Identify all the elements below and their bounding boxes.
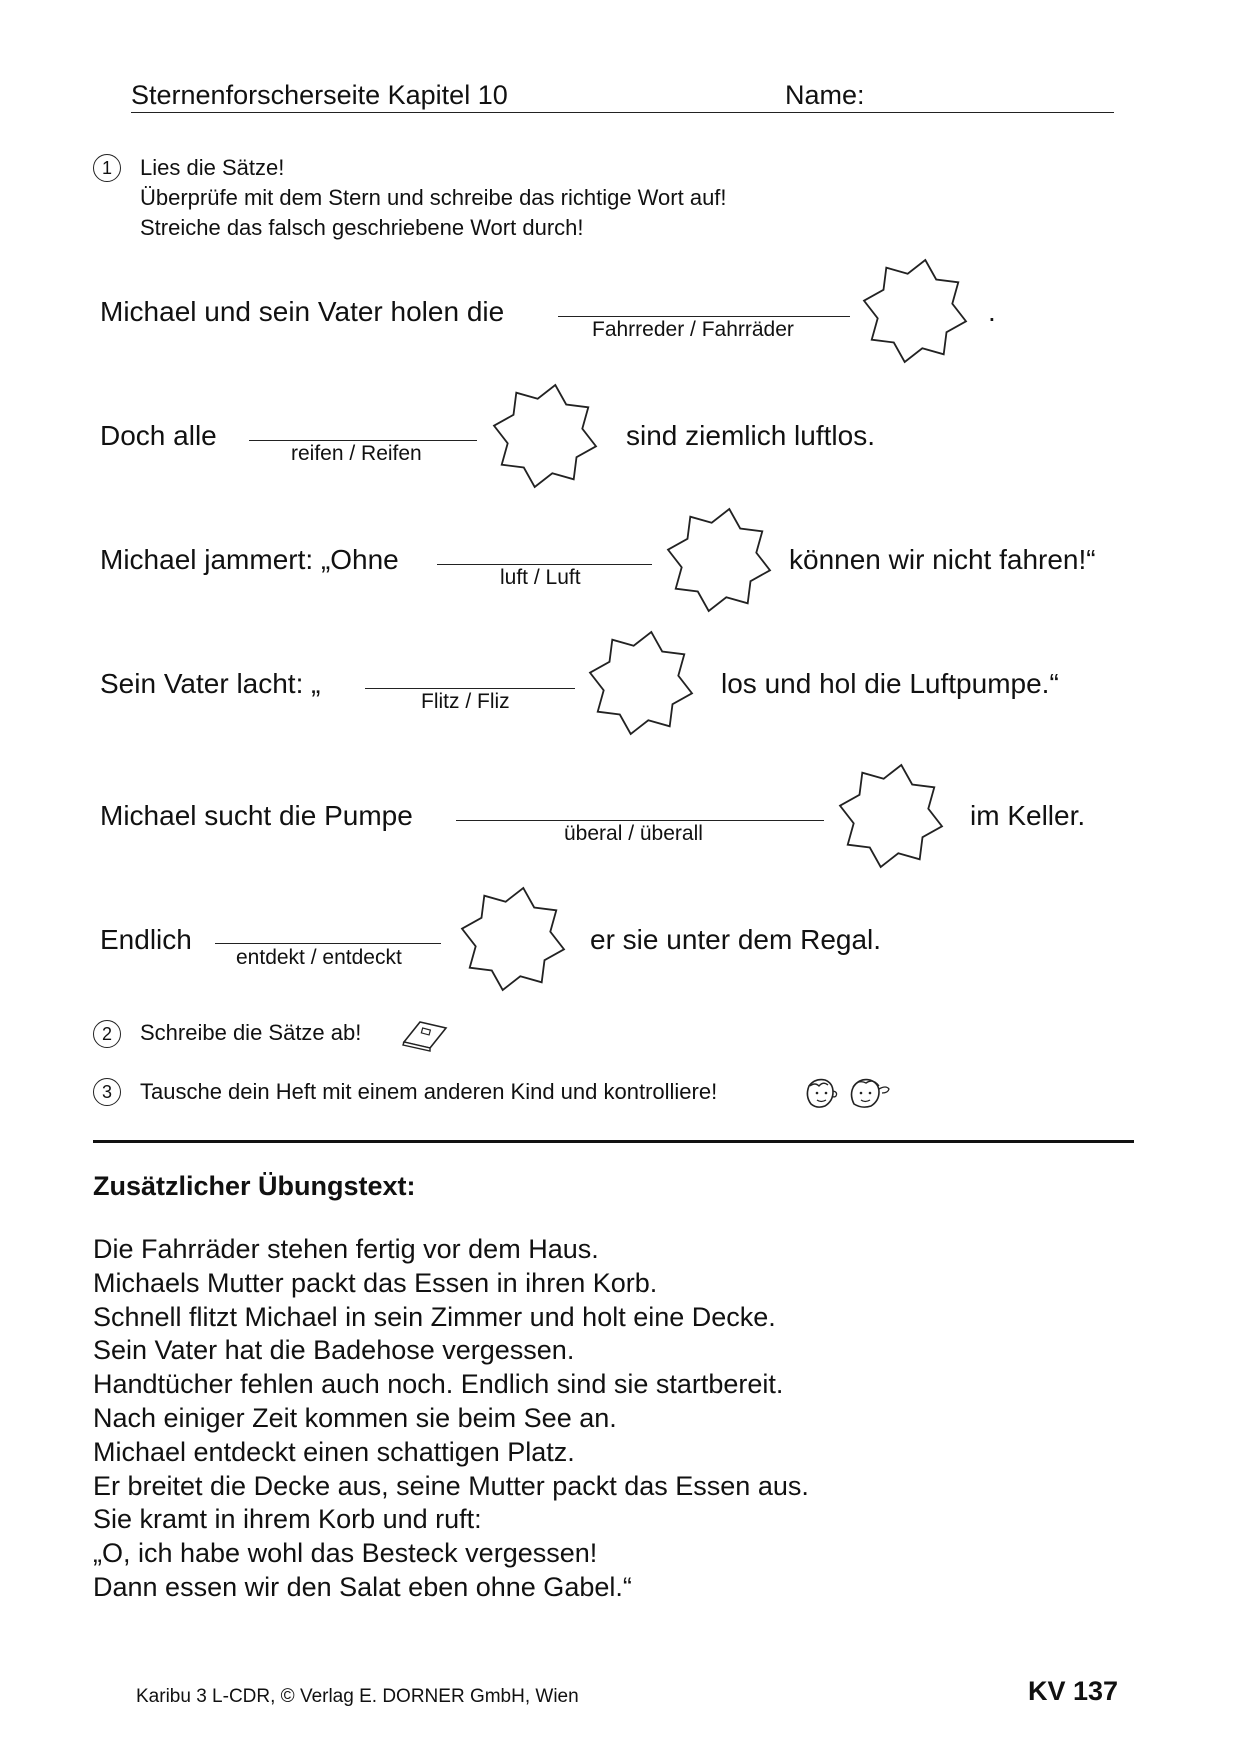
- practice-line: Sein Vater hat die Badehose vergessen.: [93, 1335, 575, 1366]
- child-face-icon: [846, 1074, 892, 1112]
- instruction-line: Lies die Sätze!: [140, 155, 285, 180]
- sentence-1-end: .: [988, 296, 996, 327]
- task-number-1: 1: [93, 154, 121, 182]
- instruction-line: Streiche das falsch geschriebene Wort durch!: [140, 215, 584, 240]
- task-3-instruction: Tausche dein Heft mit einem anderen Kind und kontrolliere!: [140, 1079, 718, 1104]
- word-choice-hint-3: luft / Luft: [500, 566, 581, 589]
- sentence-5-start: Michael sucht die Pumpe: [100, 800, 413, 831]
- answer-blank-5[interactable]: [456, 820, 824, 821]
- header-underline: [131, 112, 1114, 113]
- sentence-1-start: Michael und sein Vater holen die: [100, 296, 505, 327]
- check-star-icon: [490, 381, 600, 491]
- word-choice-hint-2: reifen / Reifen: [291, 442, 422, 465]
- sentence-6-end: er sie unter dem Regal.: [590, 924, 882, 955]
- task-number-2: 2: [93, 1020, 121, 1048]
- worksheet-title: Sternenforscherseite Kapitel 10: [131, 80, 508, 110]
- practice-line: Er breitet die Decke aus, seine Mutter packt das Essen aus.: [93, 1470, 809, 1501]
- answer-blank-4[interactable]: [365, 688, 575, 689]
- sentence-3-end: können wir nicht fahren!“: [789, 544, 1096, 575]
- practice-line: Handtücher fehlen auch noch. Endlich sind sie startbereit.: [93, 1369, 784, 1400]
- word-choice-hint-4: Flitz / Fliz: [421, 690, 510, 713]
- sentence-6-start: Endlich: [100, 924, 192, 955]
- name-label: Name:: [785, 80, 865, 110]
- practice-text-heading: Zusätzlicher Übungstext:: [93, 1171, 416, 1201]
- sentence-4-end: los und hol die Luftpumpe.“: [721, 668, 1059, 699]
- sentence-5-end: im Keller.: [970, 800, 1086, 831]
- copyright-notice: Karibu 3 L-CDR, © Verlag E. DORNER GmbH, Wien: [136, 1686, 579, 1707]
- sentence-2-start: Doch alle: [100, 420, 217, 451]
- instruction-line: Überprüfe mit dem Stern und schreibe das richtige Wort auf!: [140, 185, 727, 210]
- practice-line: Michael entdeckt einen schattigen Platz.: [93, 1436, 575, 1467]
- check-star-icon: [860, 256, 970, 366]
- check-star-icon: [586, 628, 696, 738]
- task-2-instruction: Schreibe die Sätze ab!: [140, 1020, 362, 1045]
- word-choice-hint-5: überal / überall: [564, 822, 703, 845]
- child-face-icon: [801, 1074, 839, 1112]
- practice-line: Dann essen wir den Salat eben ohne Gabel.“: [93, 1571, 632, 1602]
- answer-blank-1[interactable]: [558, 316, 850, 317]
- check-star-icon: [458, 884, 568, 994]
- practice-line: Michaels Mutter packt das Essen in ihren Korb.: [93, 1267, 658, 1298]
- word-choice-hint-1: Fahrreder / Fahrräder: [592, 318, 794, 341]
- practice-line: Die Fahrräder stehen fertig vor dem Haus.: [93, 1234, 599, 1264]
- practice-line: Sie kramt in ihrem Korb und ruft:: [93, 1504, 482, 1535]
- practice-line: Nach einiger Zeit kommen sie beim See an.: [93, 1402, 617, 1433]
- practice-text: [93, 1233, 809, 1605]
- practice-line: Schnell flitzt Michael in sein Zimmer und holt eine Decke.: [93, 1301, 776, 1332]
- notebook-icon: [400, 1018, 448, 1052]
- check-star-icon: [836, 761, 946, 871]
- worksheet-code: KV 137: [1028, 1676, 1119, 1706]
- answer-blank-6[interactable]: [215, 943, 441, 944]
- sentence-3-start: Michael jammert: „Ohne: [100, 544, 399, 575]
- section-divider: [93, 1140, 1134, 1143]
- sentence-2-end: sind ziemlich luftlos.: [626, 420, 875, 451]
- task-number-3: 3: [93, 1078, 121, 1106]
- word-choice-hint-6: entdekt / entdeckt: [236, 946, 402, 969]
- answer-blank-2[interactable]: [249, 440, 477, 441]
- task-1-instructions: [140, 153, 727, 243]
- answer-blank-3[interactable]: [437, 564, 652, 565]
- check-star-icon: [664, 505, 774, 615]
- sentence-4-start: Sein Vater lacht: „: [100, 668, 321, 699]
- practice-line: „O, ich habe wohl das Besteck vergessen!: [93, 1538, 598, 1569]
